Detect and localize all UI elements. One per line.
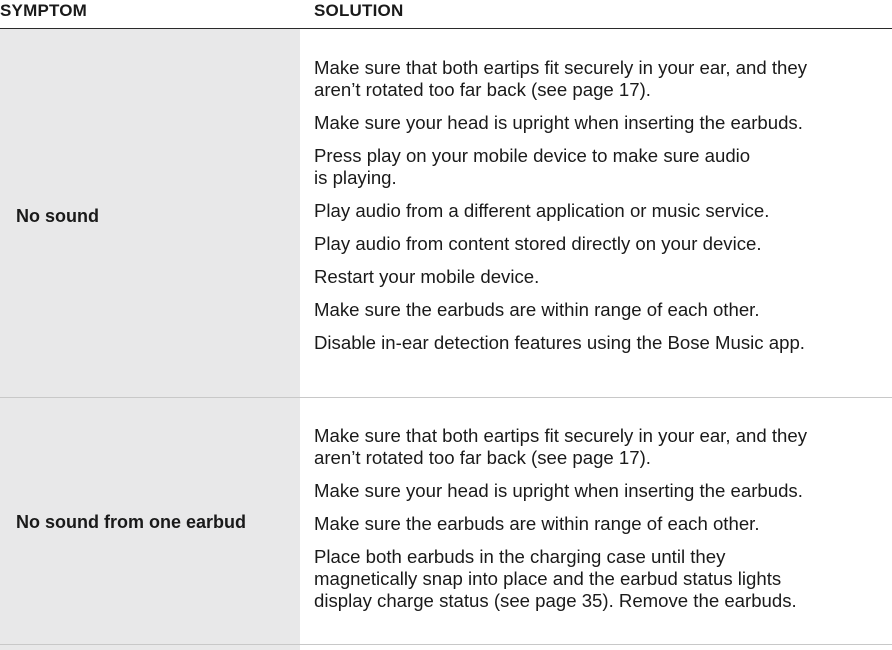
solution-item: Make sure your head is upright when inserting the earbuds.	[314, 112, 803, 133]
symptom-cell	[0, 29, 300, 397]
solution-item: Make sure your head is upright when inserting the earbuds.	[314, 480, 803, 501]
symptom-cell	[0, 398, 300, 644]
table-row	[0, 398, 892, 645]
solution-list	[314, 57, 884, 365]
solution-item: Make sure that both eartips fit securely in your ear, and they aren’t rotated too far back (see page 17).	[314, 425, 807, 468]
solution-item: Make sure the earbuds are within range of each other.	[314, 513, 760, 534]
table-header	[0, 0, 892, 29]
symptom-label: No sound from one earbud	[16, 512, 247, 532]
solution-item: Play audio from content stored directly on your device.	[314, 233, 762, 254]
solution-item: Disable in-ear detection features using the Bose Music app.	[314, 332, 805, 353]
solution-item: Play audio from a different application or music service.	[314, 200, 770, 221]
next-row-symptom-cell-edge	[0, 645, 300, 650]
solution-item: Place both earbuds in the charging case until they magnetically snap into place and the earbud status lights display charge status (see page 35). Remove the earbuds.	[314, 546, 797, 611]
table-row	[0, 29, 892, 398]
solution-item: Restart your mobile device.	[314, 266, 540, 287]
solution-list	[314, 425, 884, 623]
solution-column-header: SOLUTION	[314, 1, 404, 20]
solution-item: Press play on your mobile device to make sure audio is playing.	[314, 145, 751, 188]
solution-item: Make sure the earbuds are within range of each other.	[314, 299, 760, 320]
symptom-label: No sound	[16, 206, 99, 226]
symptom-column-header: SYMPTOM	[0, 1, 88, 20]
solution-item: Make sure that both eartips fit securely in your ear, and they aren’t rotated too far back (see page 17).	[314, 57, 807, 100]
